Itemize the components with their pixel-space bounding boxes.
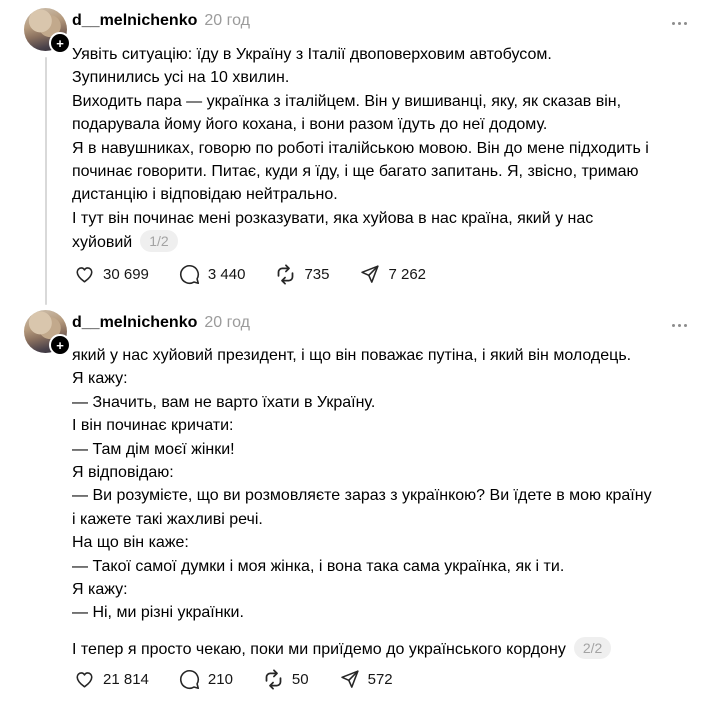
repost-count: 735 [304,266,330,283]
repost-arrows-icon [263,669,284,690]
text-line: На що він каже: [72,534,189,552]
paper-plane-icon [359,264,380,285]
repost-button[interactable] [275,264,329,285]
text-line: — Такої самої думки і моя жінка, і вона така сама українка, як і ти. [72,557,565,575]
three-dots-icon[interactable] [670,14,689,32]
heart-icon [74,669,95,690]
avatar[interactable] [24,8,67,51]
post-header [72,12,250,30]
like-count: 30 699 [103,266,149,283]
speech-bubble-icon [179,264,200,285]
share-count: 572 [367,671,393,688]
timestamp: 20 год [204,314,250,331]
share-count: 7 262 [388,266,427,283]
last-line-text: хуйовий [72,234,133,252]
text-line: дистанцію і відповідаю нейтрально. [72,186,338,204]
text-line: Зупинились усі на 10 хвилин. [72,69,290,87]
username[interactable]: d__melnichenko [72,314,198,331]
last-line-text: І тепер я просто чекаю, поки ми приїдемо до українського кордону [72,640,566,658]
comment-count: 210 [207,671,233,688]
comment-button[interactable] [179,669,233,690]
text-line: подарувала йому його кохана, і вони разом їдуть до неї додому. [72,116,548,134]
text-line: який у нас хуйовий президент, і що він поважає путіна, і який він молодець. [72,347,632,364]
three-dots-icon[interactable] [670,316,689,334]
text-line [72,625,704,637]
text-line: І тут він починає мені розказувати, яка хуйова в нас країна, який у нас [72,209,594,227]
thread-connector-line [45,57,47,305]
like-count: 21 814 [103,671,149,688]
text-line: Уявіть ситуацію: їду в Україну з Італії двоповерховим автобусом. [72,46,552,63]
text-line: починає говорити. Питає, куди я їду, і ще багато запитань. Я, звісно, тримаю [72,163,639,181]
comment-button[interactable] [179,264,246,285]
like-button[interactable] [74,264,149,285]
text-line: — Там дім моєї жінки! [72,440,235,458]
speech-bubble-icon [179,669,200,690]
username[interactable]: d__melnichenko [72,12,198,29]
text-line: Я кажу: [72,581,128,599]
text-line: Я відповідаю: [72,464,174,482]
post-body [72,43,704,255]
comment-count: 3 440 [207,266,246,283]
text-line [72,230,704,254]
plus-icon[interactable]: + [49,32,71,54]
share-button[interactable] [339,669,393,690]
engagement-bar [74,264,426,285]
text-line: — Ви розумієте, що ви розмовляєте зараз з українкою? Ви їдете в мою країну [72,487,652,505]
timestamp: 20 год [204,12,250,29]
share-button[interactable] [359,264,426,285]
post-body [72,344,704,661]
post-header [72,314,250,332]
text-line: Я в навушниках, говорю по роботі італійською мовою. Він до мене підходить і [72,139,649,157]
text-line: — Значить, вам не варто їхати в Україну. [72,393,376,411]
text-line: Виходить пара — українка з італійцем. Він у вишиванці, яку, як сказав він, [72,92,622,110]
repost-arrows-icon [275,264,296,285]
text-line [72,637,704,661]
text-line: Я кажу: [72,370,128,388]
text-line: і кажете такі жахливі речі. [72,510,263,528]
text-line: — Ні, ми різні українки. [72,604,244,622]
avatar[interactable] [24,310,67,353]
repost-count: 50 [291,671,309,688]
heart-icon [74,264,95,285]
text-line: І він починає кричати: [72,417,234,435]
page-indicator-badge: 2/2 [574,637,611,659]
page-indicator-badge: 1/2 [140,230,177,252]
repost-button[interactable] [263,669,309,690]
paper-plane-icon [339,669,360,690]
like-button[interactable] [74,669,149,690]
engagement-bar [74,669,393,690]
plus-icon[interactable]: + [49,334,71,356]
